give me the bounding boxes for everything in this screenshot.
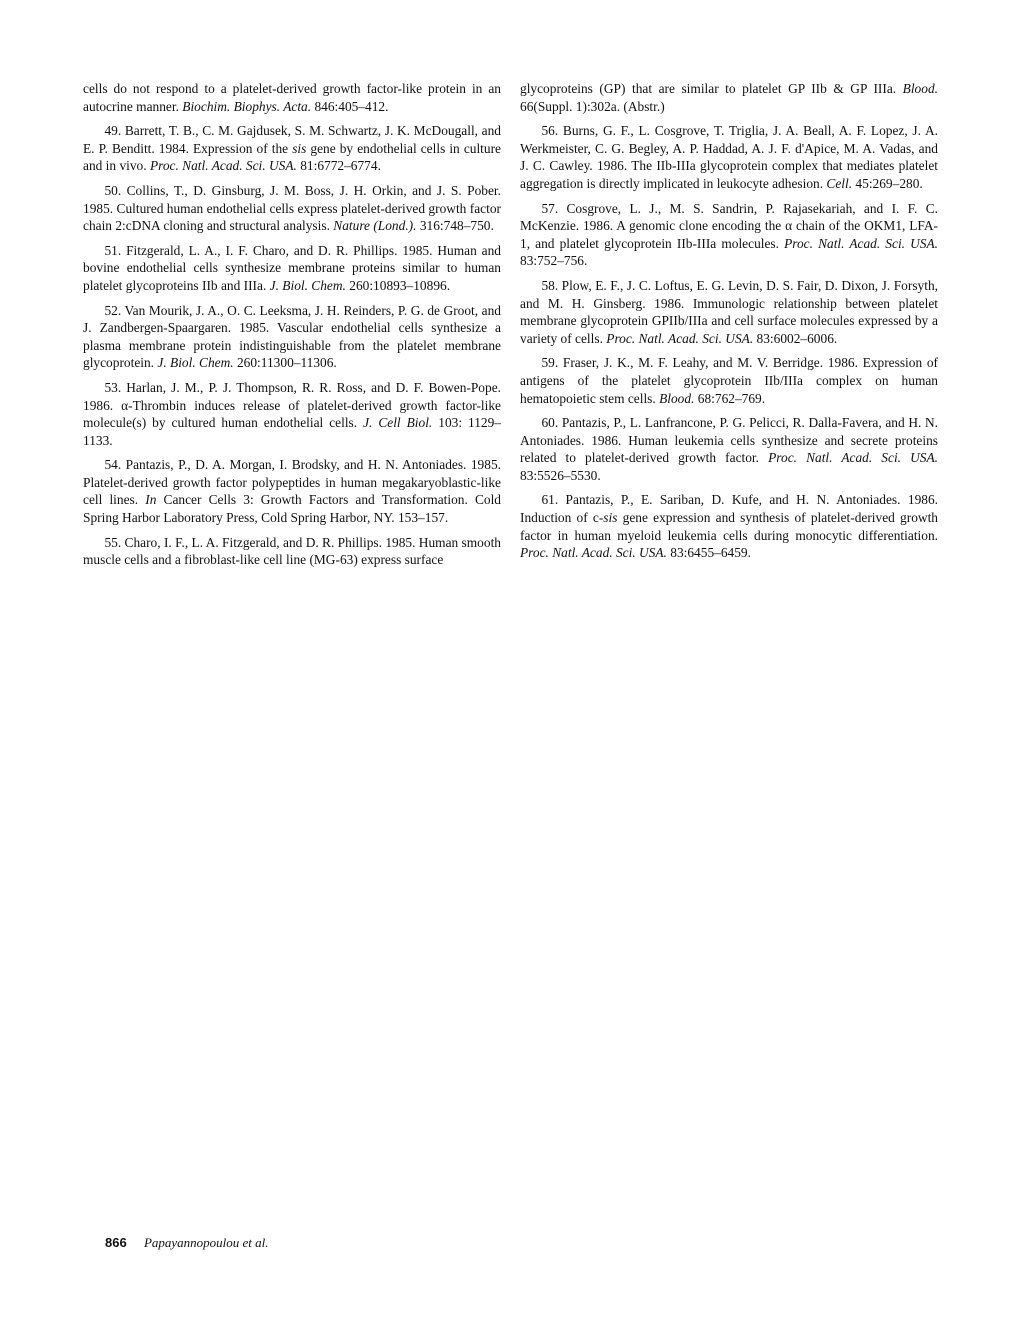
reference-entry: 52. Van Mourik, J. A., O. C. Leeksma, J. H. Reinders, P. G. de Groot, and J. Zandbergen-Spaargaren. 1985. Vascular endothelial cells synthesize a plasma membrane protein indistinguishable from the platelet membrane glycoprotein. J. Biol. Chem. 260:11300–11306. bbox=[83, 302, 501, 371]
reference-entry: 58. Plow, E. F., J. C. Loftus, E. G. Levin, D. S. Fair, D. Dixon, J. Forsyth, and M. H. Ginsberg. 1986. Immunologic relationship between platelet membrane glycoprotein GPIIb/IIIa and cell surface molecules expressed by a variety of cells. Proc. Natl. Acad. Sci. USA. 83:6002–6006. bbox=[520, 277, 938, 346]
page-number: 866 bbox=[105, 1235, 127, 1250]
references-left-column bbox=[83, 80, 501, 576]
reference-entry: 60. Pantazis, P., L. Lanfrancone, P. G. Pelicci, R. Dalla-Favera, and H. N. Antoniades. 1986. Human leukemia cells synthesize and secrete proteins related to platelet-derived growth factor. Proc. Natl. Acad. Sci. USA. 83:5526–5530. bbox=[520, 415, 938, 483]
running-head: Papayannopoulou et al. bbox=[143, 1235, 269, 1250]
page-footer bbox=[105, 1235, 269, 1251]
reference-entry: 57. Cosgrove, L. J., M. S. Sandrin, P. Rajasekariah, and I. F. C. McKenzie. 1986. A genomic clone encoding the α chain of the OKM1, LFA-1, and platelet glycoprotein IIb-IIIa molecules. Proc. Natl. Acad. Sci. USA. 83:752–756. bbox=[520, 200, 938, 269]
reference-entry: 61. Pantazis, P., E. Sariban, D. Kufe, and H. N. Antoniades. 1986. Induction of c-sis gene expression and synthesis of platelet-derived growth factor in human myeloid leukemia cells during monocytic differentiation. Proc. Natl. Acad. Sci. USA. 83:6455–6459. bbox=[520, 492, 938, 561]
references-right-column bbox=[520, 80, 938, 569]
reference-entry: 55. Charo, I. F., L. A. Fitzgerald, and D. R. Phillips. 1985. Human smooth muscle cells and a fibroblast-like cell line (MG-63) express surface bbox=[83, 534, 501, 568]
reference-entry: 50. Collins, T., D. Ginsburg, J. M. Boss, J. H. Orkin, and J. S. Pober. 1985. Cultured human endothelial cells express platelet-derived growth factor chain 2:cDNA cloning and structural analysis. Nature (Lond.). 316:748–750. bbox=[83, 182, 501, 234]
reference-entry: cells do not respond to a platelet-derived growth factor-like protein in an autocrine manner. Biochim. Biophys. Acta. 846:405–412. bbox=[83, 81, 501, 114]
reference-entry: 54. Pantazis, P., D. A. Morgan, I. Brodsky, and H. N. Antoniades. 1985. Platelet-derived growth factor polypeptides in human megakaryoblastic-like cell lines. In Cancer Cells 3: Growth Factors and Transformation. Cold Spring Harbor Laboratory Press, Cold Spring Harbor, NY. 153–157. bbox=[83, 457, 501, 526]
reference-entry: 59. Fraser, J. K., M. F. Leahy, and M. V. Berridge. 1986. Expression of antigens of the platelet glycoprotein IIb/IIIa complex on human hematopoietic stem cells. Blood. 68:762–769. bbox=[520, 355, 938, 406]
reference-entry: 56. Burns, G. F., L. Cosgrove, T. Triglia, J. A. Beall, A. F. Lopez, J. A. Werkmeister, C. G. Begley, A. P. Haddad, A. J. F. d'Apice, M. A. Vadas, and J. C. Cawley. 1986. The IIb-IIIa glycoprotein complex that mediates platelet aggregation is directly implicated in leukocyte adhesion. Cell. 45:269–280. bbox=[520, 123, 938, 191]
reference-entry: 51. Fitzgerald, L. A., I. F. Charo, and D. R. Phillips. 1985. Human and bovine endothelial cells synthesize membrane proteins similar to human platelet glycoproteins IIb and IIIa. J. Biol. Chem. 260:10893–10896. bbox=[83, 242, 501, 293]
reference-entry: 49. Barrett, T. B., C. M. Gajdusek, S. M. Schwartz, J. K. McDougall, and E. P. Benditt. 1984. Expression of the sis gene by endothelial cells in culture and in vivo. Proc. Natl. Acad. Sci. USA. 81:6772–6774. bbox=[83, 123, 501, 174]
reference-entry: 53. Harlan, J. M., P. J. Thompson, R. R. Ross, and D. F. Bowen-Pope. 1986. α-Thrombin induces release of platelet-derived growth factor-like molecule(s) by cultured human endothelial cells. J. Cell Biol. 103: 1129–1133. bbox=[83, 379, 501, 448]
reference-entry: glycoproteins (GP) that are similar to platelet GP IIb & GP IIIa. Blood. 66(Suppl. 1):302a. (Abstr.) bbox=[520, 81, 938, 114]
